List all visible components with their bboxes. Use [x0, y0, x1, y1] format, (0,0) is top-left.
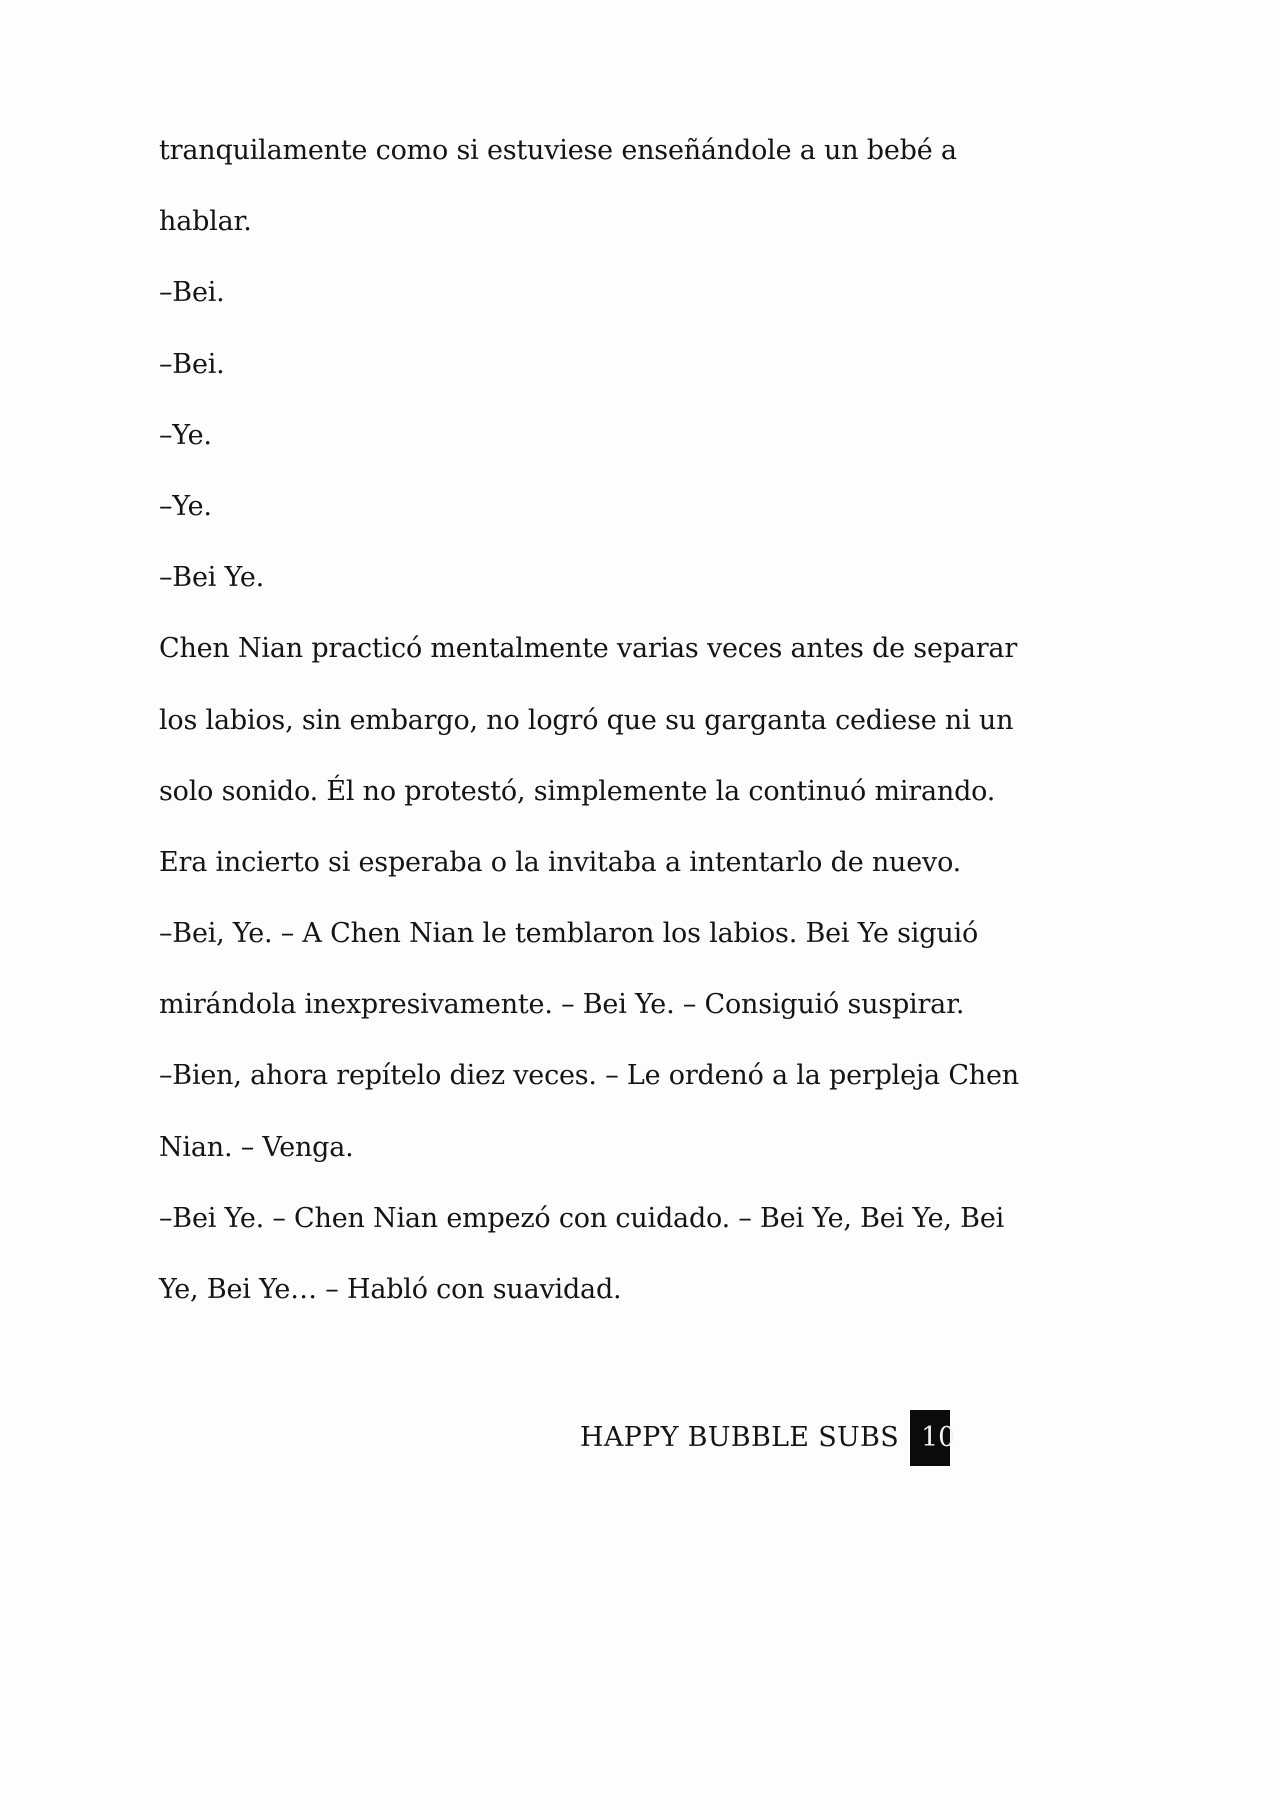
text-line-13: mirándola inexpresivamente. – Bei Ye. – Consiguió suspirar. [159, 989, 965, 1021]
text-line-8: Chen Nian practicó mentalmente varias veces antes de separar [159, 633, 1018, 665]
text-line-2: hablar. [159, 206, 252, 238]
text-line-4: –Bei. [159, 348, 225, 380]
body-text [159, 122, 1019, 1332]
text-line-7: –Bei Ye. [159, 562, 264, 594]
text-line-6: –Ye. [159, 490, 212, 522]
text-line-10: solo sonido. Él no protestó, simplemente la continuó mirando. [159, 775, 996, 807]
text-line-1: tranquilamente como si estuviese enseñándole a un bebé a [159, 135, 957, 166]
page-number: 10 [910, 1410, 950, 1466]
text-line-11: Era incierto si esperaba o la invitaba a intentarlo de nuevo. [159, 846, 962, 878]
text-line-3: –Bei. [159, 277, 225, 309]
page-footer [580, 1410, 956, 1466]
text-line-5: –Ye. [159, 419, 212, 451]
text-line-12: –Bei, Ye. – A Chen Nian le temblaron los labios. Bei Ye siguió [159, 918, 978, 950]
text-line-15: Nian. – Venga. [159, 1131, 354, 1163]
text-line-17: Ye, Bei Ye… – Habló con suavidad. [159, 1274, 622, 1305]
footer-brand: HAPPY BUBBLE SUBS [580, 1422, 899, 1453]
text-line-9: los labios, sin embargo, no logró que su garganta cediese ni un [159, 704, 1014, 736]
text-line-14: –Bien, ahora repítelo diez veces. – Le ordenó a la perpleja Chen [159, 1060, 1019, 1092]
text-line-16: –Bei Ye. – Chen Nian empezó con cuidado. – Bei Ye, Bei Ye, Bei [159, 1202, 1005, 1234]
